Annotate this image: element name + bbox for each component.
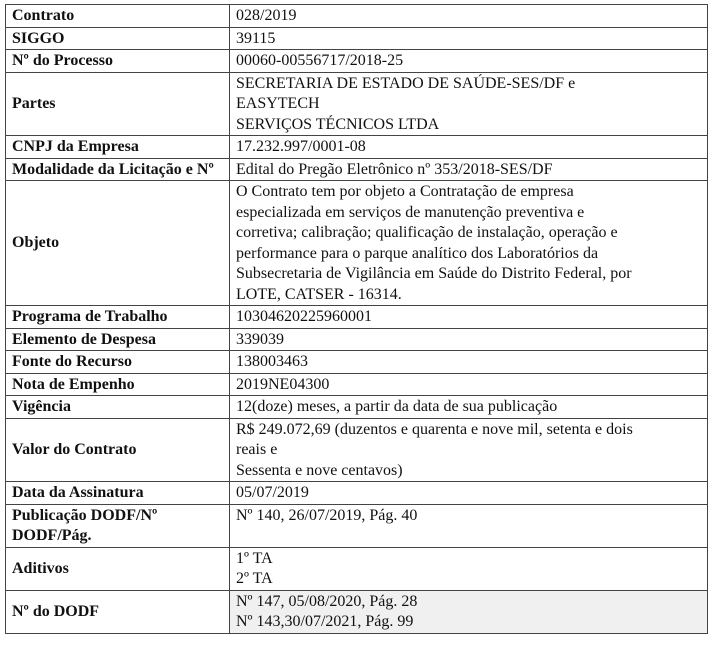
value-line: 39115 xyxy=(236,29,276,47)
value-line: Edital do Pregão Eletrônico nº 353/2018-SES/DF xyxy=(236,160,553,178)
value-line: SECRETARIA DE ESTADO DE SAÚDE-SES/DF e xyxy=(236,74,576,92)
value-aditivos xyxy=(230,547,708,590)
value-modalidade xyxy=(230,158,708,181)
value-line: 028/2019 xyxy=(236,7,297,24)
value-line: Nº 143,30/07/2021, Pág. 99 xyxy=(236,613,414,630)
label-fonte: Fonte do Recurso xyxy=(6,351,230,374)
row-dodf xyxy=(6,590,708,633)
value-line: Nº 147, 05/08/2020, Pág. 28 xyxy=(236,592,418,610)
row-siggo xyxy=(6,27,708,50)
value-assinatura xyxy=(230,482,708,505)
contract-summary-table xyxy=(5,4,708,634)
value-programa xyxy=(230,306,708,329)
value-line: O Contrato tem por objeto a Contratação de empresa xyxy=(236,183,574,200)
label-dodf: Nº do DODF xyxy=(6,590,230,633)
value-line: 10304620225960001 xyxy=(236,308,372,325)
label-vigencia: Vigência xyxy=(6,396,230,419)
value-empenho xyxy=(230,373,708,396)
value-line: 2º TA xyxy=(236,570,273,587)
value-publicacao xyxy=(230,504,708,547)
value-fonte xyxy=(230,351,708,374)
value-contrato xyxy=(230,5,708,28)
value-line: 339039 xyxy=(236,330,284,348)
row-vigencia xyxy=(6,396,708,419)
label-valor: Valor do Contrato xyxy=(6,418,230,482)
value-line: 2019NE04300 xyxy=(236,375,330,393)
value-line: LOTE, CATSER - 16314. xyxy=(236,285,402,303)
value-line: reais e xyxy=(236,441,278,458)
value-dodf xyxy=(230,590,708,633)
label-assinatura: Data da Assinatura xyxy=(6,482,230,505)
value-line: Subsecretaria de Vigilância em Saúde do Distrito Federal, por xyxy=(236,265,632,282)
row-objeto xyxy=(6,181,708,306)
label-objeto: Objeto xyxy=(6,181,230,306)
row-publicacao xyxy=(6,504,708,547)
value-line: 1º TA xyxy=(236,549,273,567)
label-empenho: Nota de Empenho xyxy=(6,373,230,396)
row-empenho xyxy=(6,373,708,396)
label-elemento: Elemento de Despesa xyxy=(6,328,230,351)
row-fonte xyxy=(6,351,708,374)
value-line: Sessenta e nove centavos) xyxy=(236,461,403,479)
value-line: especializada em serviços de manutenção preventiva e xyxy=(236,203,585,221)
row-processo xyxy=(6,50,708,73)
value-cnpj xyxy=(230,136,708,159)
label-cnpj: CNPJ da Empresa xyxy=(6,136,230,159)
value-elemento xyxy=(230,328,708,351)
label-aditivos: Aditivos xyxy=(6,547,230,590)
value-line: 05/07/2019 xyxy=(236,484,309,501)
value-processo xyxy=(230,50,708,73)
value-siggo xyxy=(230,27,708,50)
label-contrato: Contrato xyxy=(6,5,230,28)
value-vigencia xyxy=(230,396,708,419)
label-modalidade: Modalidade da Licitação e Nº xyxy=(6,158,230,181)
value-line: EASYTECH xyxy=(236,95,320,112)
row-cnpj xyxy=(6,136,708,159)
row-partes xyxy=(6,72,708,136)
value-line: 17.232.997/0001-08 xyxy=(236,138,366,155)
value-partes xyxy=(230,72,708,136)
value-valor xyxy=(230,418,708,482)
value-objeto xyxy=(230,181,708,306)
value-line: R$ 249.072,69 (duzentos e quarenta e nove mil, setenta e dois xyxy=(236,420,633,438)
row-elemento xyxy=(6,328,708,351)
label-siggo: SIGGO xyxy=(6,27,230,50)
label-publicacao: Publicação DODF/Nº DODF/Pág. xyxy=(6,504,230,547)
value-line: Nº 140, 26/07/2019, Pág. 40 xyxy=(236,506,418,524)
value-line: corretiva; calibração; qualificação de instalação, operação e xyxy=(236,224,618,241)
row-programa xyxy=(6,306,708,329)
label-programa: Programa de Trabalho xyxy=(6,306,230,329)
row-modalidade xyxy=(6,158,708,181)
row-assinatura xyxy=(6,482,708,505)
value-line: 138003463 xyxy=(236,353,308,370)
value-line: 12(doze) meses, a partir da data de sua publicação xyxy=(236,398,558,415)
value-line: performance para o parque analítico dos Laboratórios da xyxy=(236,244,599,262)
row-aditivos xyxy=(6,547,708,590)
label-partes: Partes xyxy=(6,72,230,136)
row-valor xyxy=(6,418,708,482)
label-processo: Nº do Processo xyxy=(6,50,230,73)
value-line: 00060-00556717/2018-25 xyxy=(236,52,404,69)
value-line: SERVIÇOS TÉCNICOS LTDA xyxy=(236,115,440,133)
row-contrato xyxy=(6,5,708,28)
